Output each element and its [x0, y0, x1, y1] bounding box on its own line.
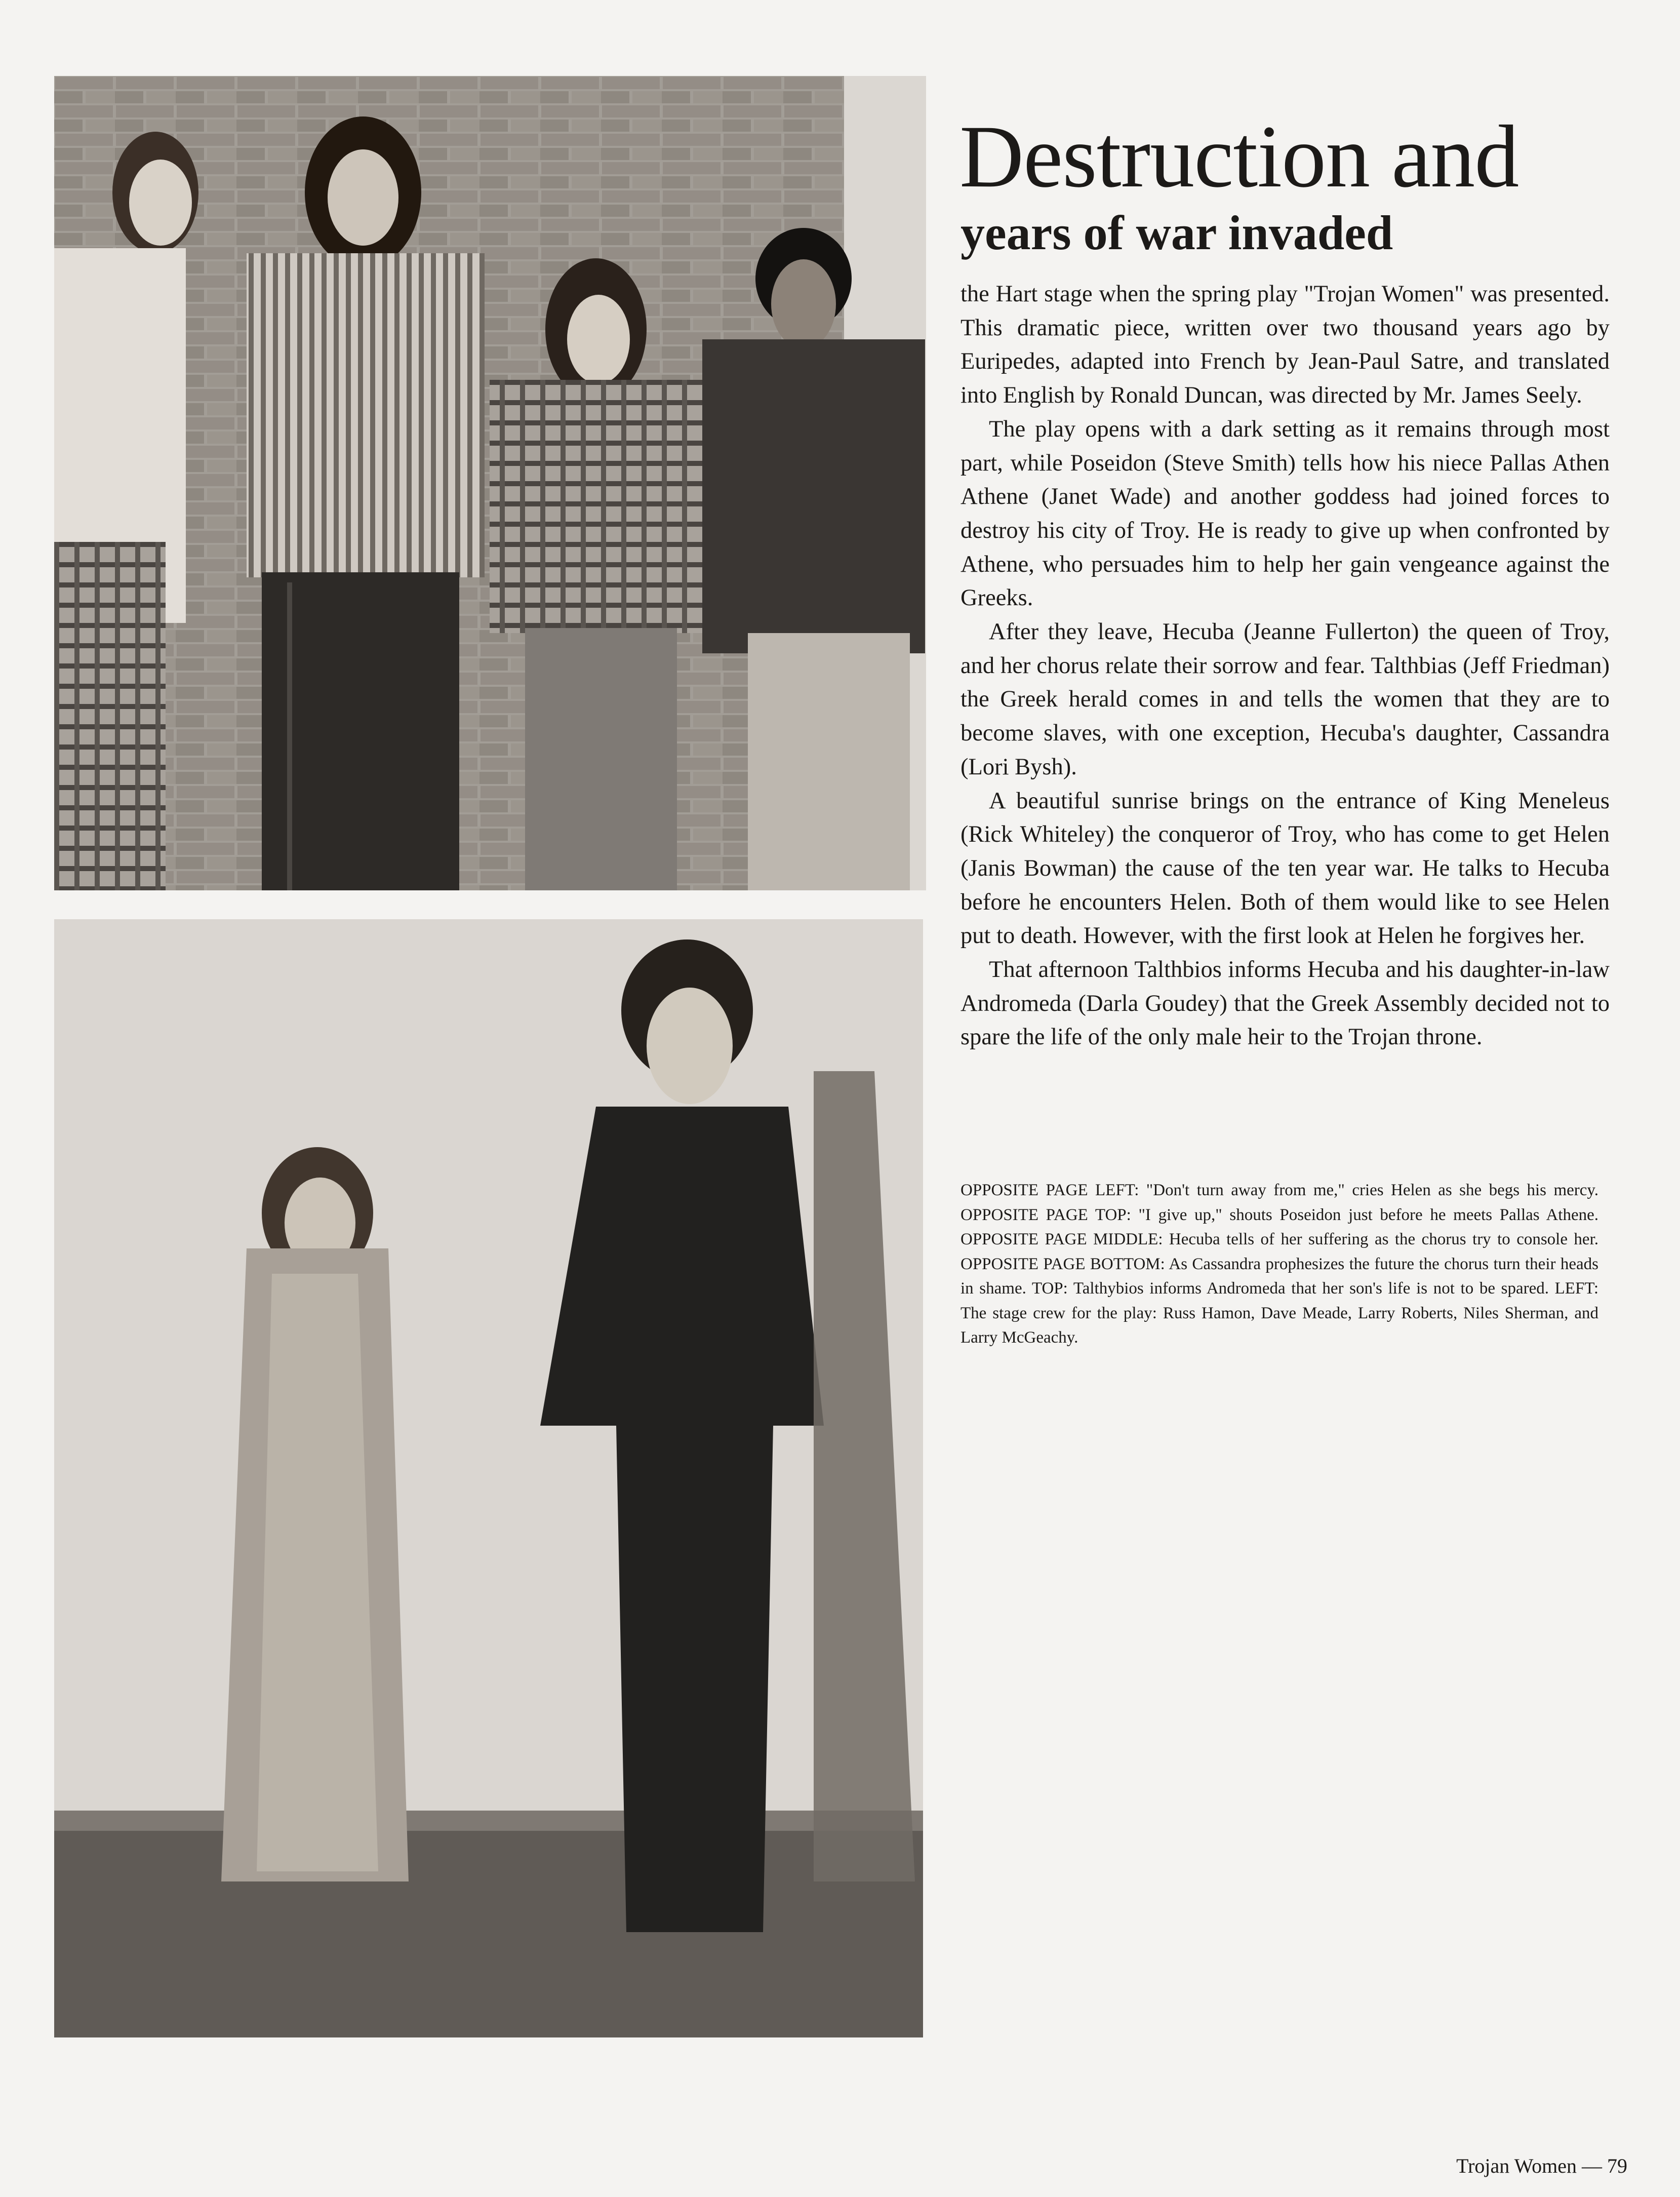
article-paragraph: the Hart stage when the spring play "Trojan Women" was presented. This dramatic piece, written over two thousand years ago by Euripedes, adapted into French by Jean-Paul Satre, and translated into English by Ronald Duncan, was directed by Mr. James Seely. [961, 281, 1610, 409]
article-paragraph: A beautiful sunrise brings on the entrance of King Meneleus (Rick Whiteley) the conqueror of Troy, who has come to get Helen (Janis Bowman) the cause of the ten year war. He talks to Hecuba before he encounters Helen. Both of them would like to see Helen put to death. However, with the first look at Helen he forgives her. [961, 788, 1610, 949]
stage-scene-photo-art [54, 919, 923, 2037]
article-paragraph: That afternoon Talthbios informs Hecuba and his daughter-in-law Andromeda (Darla Goudey) that the Greek Assembly decided not to spare the life of the only male heir to the Trojan throne. [961, 957, 1610, 1050]
article-subtitle: years of war invaded [961, 206, 1393, 260]
stage-scene-photo [54, 919, 923, 2037]
stage-crew-photo [54, 76, 926, 890]
article-body [961, 278, 1610, 1054]
photo-captions: OPPOSITE PAGE LEFT: "Don't turn away from me," cries Helen as she begs his mercy. OPPOSITE PAGE TOP: "I give up," shouts Poseidon just before he meets Pallas Athene. OPPOSITE PAGE MIDDLE: Hecuba tells of her suffering as the chorus try to console her. OPPOSITE PAGE BOTTOM: As Cassandra prophesizes the future the chorus turn their heads in shame. TOP: Talthybios informs Andromeda that her son's life is not to be spared. LEFT: The stage crew for the play: Russ Hamon, Dave Meade, Larry Roberts, Niles Sherman, and Larry McGeachy. [961, 1181, 1598, 1347]
article-paragraph: After they leave, Hecuba (Jeanne Fullerton) the queen of Troy, and her chorus relate their sorrow and fear. Talthbias (Jeff Friedman) the Greek herald comes in and tells the women that they are to become slaves, with one exception, Hecuba's daughter, Cassandra (Lori Bysh). [961, 619, 1610, 780]
page-footer: Trojan Women — 79 [1456, 2154, 1627, 2177]
stage-crew-photo-art [54, 76, 926, 890]
article-title: Destruction and [959, 107, 1519, 206]
article-paragraph: The play opens with a dark setting as it remains through most part, while Poseidon (Steve Smith) tells how his niece Pallas Athen Athene (Janet Wade) and another goddess had joined forces to destroy his city of Troy. He is ready to give up when confronted by Athene, who persuades him to help her gain vengeance against the Greeks. [961, 416, 1610, 611]
